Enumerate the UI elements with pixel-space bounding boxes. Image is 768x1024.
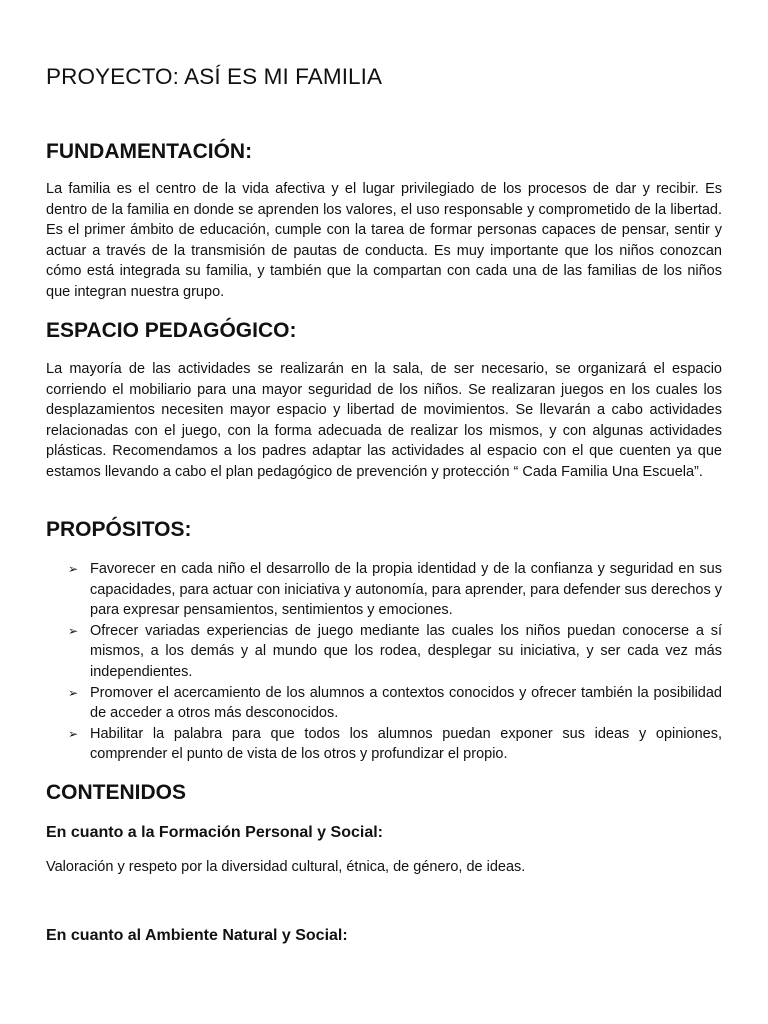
ambiente-natural-subheading: En cuanto al Ambiente Natural y Social:	[46, 927, 348, 944]
document-title: PROYECTO: ASÍ ES MI FAMILIA	[46, 64, 383, 89]
arrowhead-bullet-icon: ➢	[68, 623, 79, 638]
arrowhead-bullet-icon: ➢	[68, 726, 79, 741]
formacion-personal-subheading: En cuanto a la Formación Personal y Social:	[46, 824, 383, 841]
list-item	[46, 683, 722, 724]
fundamentacion-paragraph: La familia es el centro de la vida afectiva y el lugar privilegiado de los procesos de dar y recibir. Es dentro de la familia en donde se aprenden los valores, el uso responsable y comprometido de la libertad. Es el primer ámbito de educación, cumple con la tarea de formar personas capaces de pensar, sentir y actuar a través de la transmisión de pautas de conducta. Es muy importante que los niños conozcan cómo está integrada su familia, y también que la compartan con cada una de las familias de los niños que integran nuestra grupo.	[46, 181, 722, 300]
espacio-pedagogico-paragraph: La mayoría de las actividades se realizarán en la sala, de ser necesario, se organizará el espacio corriendo el mobiliario para una mayor seguridad de los niños. Se realizaran juegos en los cuales los desplazamientos necesiten mayor espacio y libertad de movimientos. Se llevarán a cabo actividades relacionadas con el juego, con la forma adecuada de realizar los mismos, y con algunas actividades plásticas. Recomendamos a los padres adaptar las actividades al espacio con el que cuenten ya que estamos llevando a cabo el plan pedagógico de prevención y protección “ Cada Familia Una Escuela”.	[46, 361, 722, 480]
list-item	[46, 559, 722, 621]
list-item	[46, 724, 722, 765]
espacio-pedagogico-heading: ESPACIO PEDAGÓGICO:	[46, 319, 297, 342]
arrowhead-bullet-icon: ➢	[68, 562, 79, 576]
propositos-list	[46, 559, 722, 765]
contenidos-heading: CONTENIDOS	[46, 781, 187, 804]
arrowhead-bullet-icon: ➢	[68, 685, 79, 700]
list-item-text: Promover el acercamiento de los alumnos a contextos conocidos y ofrecer también la posibilidad de acceder a otros más desconocidos.	[90, 684, 722, 722]
list-item-text: Favorecer en cada niño el desarrollo de la propia identidad y de la confianza y seguridad en sus capacidades, para actuar con iniciativa y autonomía, para aprender, para defender sus derechos y para expresar pensamientos, sentimientos y emociones.	[90, 561, 722, 619]
fundamentacion-heading: FUNDAMENTACIÓN:	[46, 140, 253, 163]
list-item	[46, 621, 722, 683]
propositos-heading: PROPÓSITOS:	[46, 518, 192, 541]
list-item-text: Ofrecer variadas experiencias de juego mediante las cuales los niños puedan conocerse a sí mismos, a los demás y al mundo que los rodea, desplegar su iniciativa, y ser cada vez más independientes.	[90, 622, 722, 680]
list-item-text: Habilitar la palabra para que todos los alumnos puedan exponer sus ideas y opiniones, comprender el punto de vista de los otros y profundizar el propio.	[90, 725, 722, 763]
formacion-personal-paragraph: Valoración y respeto por la diversidad cultural, étnica, de género, de ideas.	[46, 859, 526, 875]
